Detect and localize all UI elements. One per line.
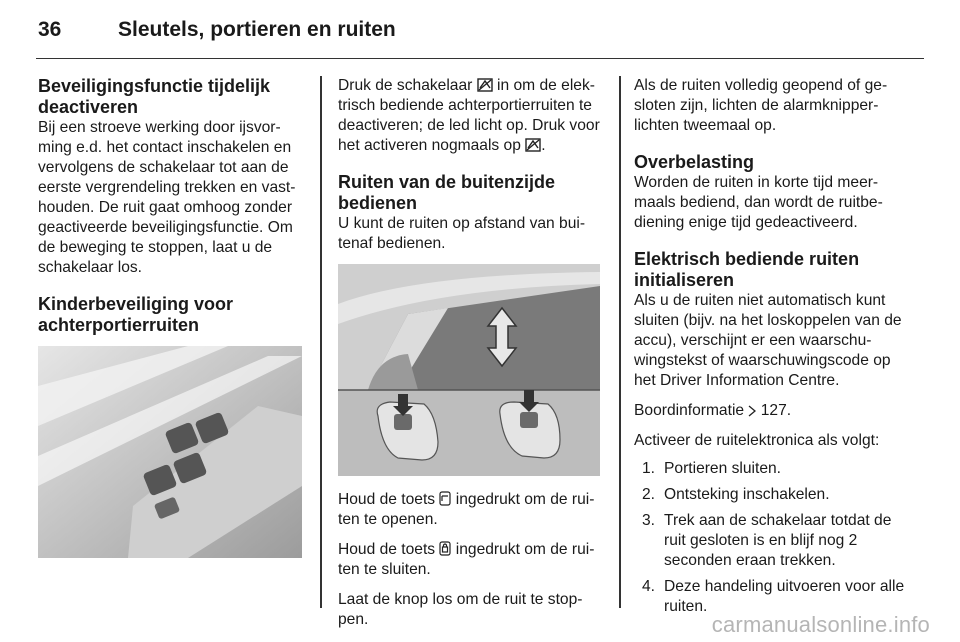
paragraph-alarmknipperlichten: Als de ruiten volledig geopend of ge-sloten zijn, lichten de alarmknipper-lichten tweemaal op. [634,77,888,134]
list-item: 3. Trek aan de schakelaar totdat de ruit gesloten is en blijf nog 2 seconden eraan trekken. [642,512,892,569]
column-divider-2 [619,76,621,608]
list-item: 4. Deze handeling uitvoeren voor alle ruiten. [642,578,905,615]
remote-key-window-image [338,264,600,476]
page-title: Sleutels, portieren en ruiten [118,18,396,41]
paragraph-afstand: U kunt de ruiten op afstand van bui-tenaf bedienen. [338,215,586,252]
paragraph-overbelasting: Worden de ruiten in korte tijd meer-maals bediend, dan wordt de ruitbe-diening enige tijd gedeactiveerd. [634,174,883,231]
column-1 [38,76,306,558]
paragraph-boordinformatie: Boordinformatie 127. [634,402,792,419]
key-lock-button-icon [439,541,451,556]
paragraph-stoppen: Laat de knop los om de ruit te stop-pen. [338,591,583,628]
steps-list [634,459,910,617]
paragraph-beveiligingsfunctie: Bij een stroeve werking door ijsvor-ming e.d. het contact inschakelen en vervolgens de schakelaar tot aan de eerste vergrendeling trekken en vast-houden. De ruit gaat omhoog zonder geactiveerde beveiligingsfunctie. Om de beweging te stoppen, laat u de schakelaar los. [38,119,296,276]
heading-overbelasting: Overbelasting [634,152,755,172]
paragraph-initialiseren: Als u de ruiten niet automatisch kunt sluiten (bijv. na het loskoppelen van de accu), verschijnt er een waarschu-wingstekst of waarschuwingscode op het Driver Information Centre. [634,292,902,389]
child-lock-switch-icon [477,78,493,92]
page-number: 36 [38,18,62,41]
paragraph-schakelaar: Druk de schakelaar in om de elek-trisch bediende achterportierruiten te deactiveren; de led licht op. Druk voor het activeren nogmaals op . [338,77,600,154]
child-lock-switch-icon [525,138,541,152]
watermark: carmanualsonline.info [711,612,930,637]
remote-key-illustration [338,264,600,476]
column-divider-1 [320,76,322,608]
page-header [36,14,924,59]
paragraph-activeer: Activeer de ruitelektronica als volgt: [634,432,880,449]
heading-beveiligingsfunctie: Beveiligingsfunctie tijdelijk deactiveren [38,76,271,117]
column-2 [338,76,604,630]
heading-initialiseren: Elektrisch bediende ruiten initialiseren [634,249,860,290]
heading-ruiten-buitenzijde: Ruiten van de buitenzijde bedienen [338,172,556,213]
list-item: 1. Portieren sluiten. [642,460,782,477]
door-switch-panel-image [38,346,302,558]
paragraph-openen: Houd de toets ingedrukt om de rui-ten te openen. [338,491,595,528]
paragraph-sluiten: Houd de toets ingedrukt om de rui-ten te sluiten. [338,541,595,578]
list-item: 2. Ontsteking inschakelen. [642,486,830,503]
key-unlock-button-icon [439,491,451,506]
door-switch-illustration [38,346,302,558]
column-3 [634,76,910,623]
heading-kinderbeveiliging: Kinderbeveiliging voor achterportierruiten [38,294,234,335]
